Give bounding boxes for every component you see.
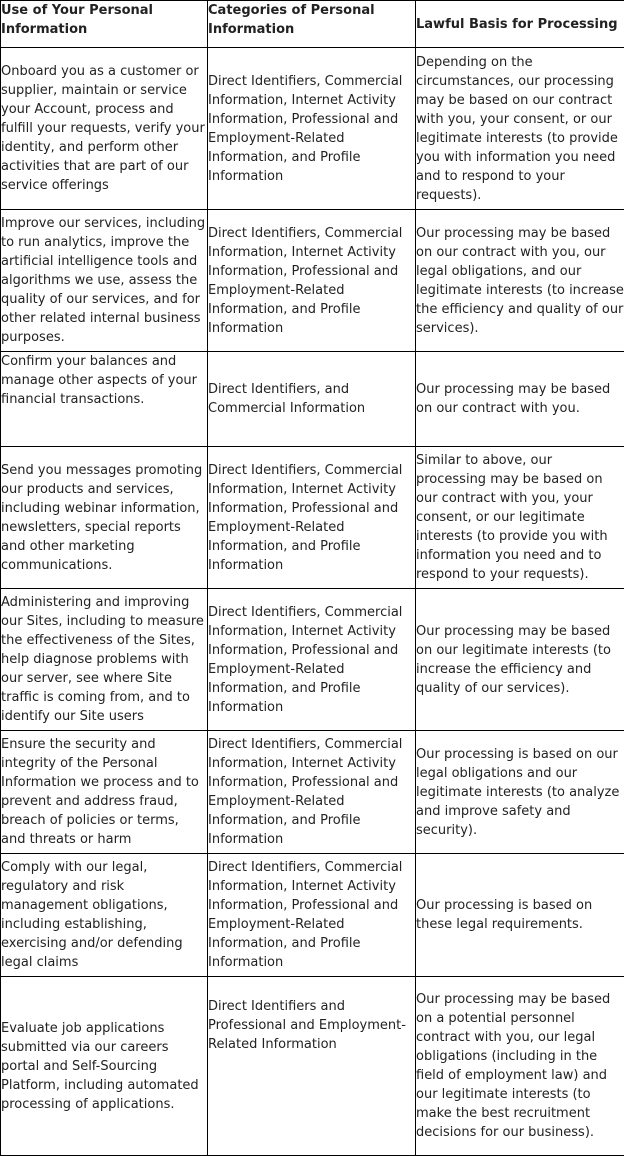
categories-cell: Direct Identifiers, Commercial Information, Internet Activity Information, Professional and Employment-Related Information, and Profile Information — [208, 854, 416, 977]
table-row — [1, 854, 624, 977]
categories-cell: Direct Identifiers, Commercial Information, Internet Activity Information, Professional and Employment-Related Information, and Profile Information — [208, 210, 416, 352]
use-cell: Comply with our legal, regulatory and risk management obligations, including establishing, exercising and/or defending legal claims — [1, 854, 208, 977]
use-cell: Onboard you as a customer or supplier, maintain or service your Account, process and fulfill your requests, verify your identity, and perform other activities that are part of our service offerings — [1, 48, 208, 210]
categories-cell: Direct Identifiers, Commercial Information, Internet Activity Information, Professional and Employment-Related Information, and Profile Information — [208, 447, 416, 589]
lawful-basis-cell: Our processing may be based on our contract with you. — [416, 352, 624, 447]
lawful-basis-cell: Our processing may be based on a potential personnel contract with you, our legal obligations (including in the field of employment law) and our legitimate interests (to make the best recruitment decisions for our business). — [416, 977, 624, 1156]
lawful-basis-cell: Depending on the circumstances, our processing may be based on our contract with you, your consent, or our legitimate interests (to provide you with information you need and to respond to your requests). — [416, 48, 624, 210]
use-cell: Administering and improving our Sites, including to measure the effectiveness of the Sites, help diagnose problems with our server, see where Site traffic is coming from, and to identify our Site users — [1, 589, 208, 731]
column-header-lawful-basis: Lawful Basis for Processing — [416, 1, 624, 48]
categories-cell: Direct Identifiers and Professional and Employment-Related Information — [208, 977, 416, 1156]
categories-cell: Direct Identifiers, Commercial Information, Internet Activity Information, Professional and Employment-Related Information, and Profile Information — [208, 589, 416, 731]
use-cell: Evaluate job applications submitted via our careers portal and Self-Sourcing Platform, including automated processing of applications. — [1, 977, 208, 1156]
use-cell: Improve our services, including to run analytics, improve the artificial intelligence tools and algorithms we use, assess the quality of our services, and for other related internal business purposes. — [1, 210, 208, 352]
use-cell: Ensure the security and integrity of the Personal Information we process and to prevent and address fraud, breach of policies or terms, and threats or harm — [1, 731, 208, 854]
lawful-basis-cell: Our processing may be based on our contract with you, our legal obligations, and our legitimate interests (to increase the efficiency and quality of our services). — [416, 210, 624, 352]
lawful-basis-cell: Our processing may be based on our legitimate interests (to increase the efficiency and quality of our services). — [416, 589, 624, 731]
table-row — [1, 447, 624, 589]
lawful-basis-cell: Our processing is based on these legal requirements. — [416, 854, 624, 977]
lawful-basis-cell: Our processing is based on our legal obligations and our legitimate interests (to analyze and improve safety and security). — [416, 731, 624, 854]
categories-cell: Direct Identifiers, Commercial Information, Internet Activity Information, Professional and Employment-Related Information, and Profile Information — [208, 48, 416, 210]
table-body — [1, 48, 624, 1156]
column-header-use: Use of Your Personal Information — [1, 1, 208, 48]
use-cell: Send you messages promoting our products and services, including webinar information, newsletters, special reports and other marketing communications. — [1, 447, 208, 589]
table-row — [1, 977, 624, 1156]
table-row — [1, 48, 624, 210]
categories-cell: Direct Identifiers, and Commercial Information — [208, 352, 416, 447]
table-row — [1, 210, 624, 352]
lawful-basis-cell: Similar to above, our processing may be based on our contract with you, your consent, or our legitimate interests (to provide you with information you need and to respond to your requests). — [416, 447, 624, 589]
header-row — [1, 1, 624, 48]
table-header — [1, 1, 624, 48]
use-cell: Confirm your balances and manage other aspects of your financial transactions. — [1, 352, 208, 447]
column-header-categories: Categories of Personal Information — [208, 1, 416, 48]
table-row — [1, 352, 624, 447]
table-row — [1, 589, 624, 731]
table-row — [1, 731, 624, 854]
categories-cell: Direct Identifiers, Commercial Information, Internet Activity Information, Professional and Employment-Related Information, and Profile Information — [208, 731, 416, 854]
